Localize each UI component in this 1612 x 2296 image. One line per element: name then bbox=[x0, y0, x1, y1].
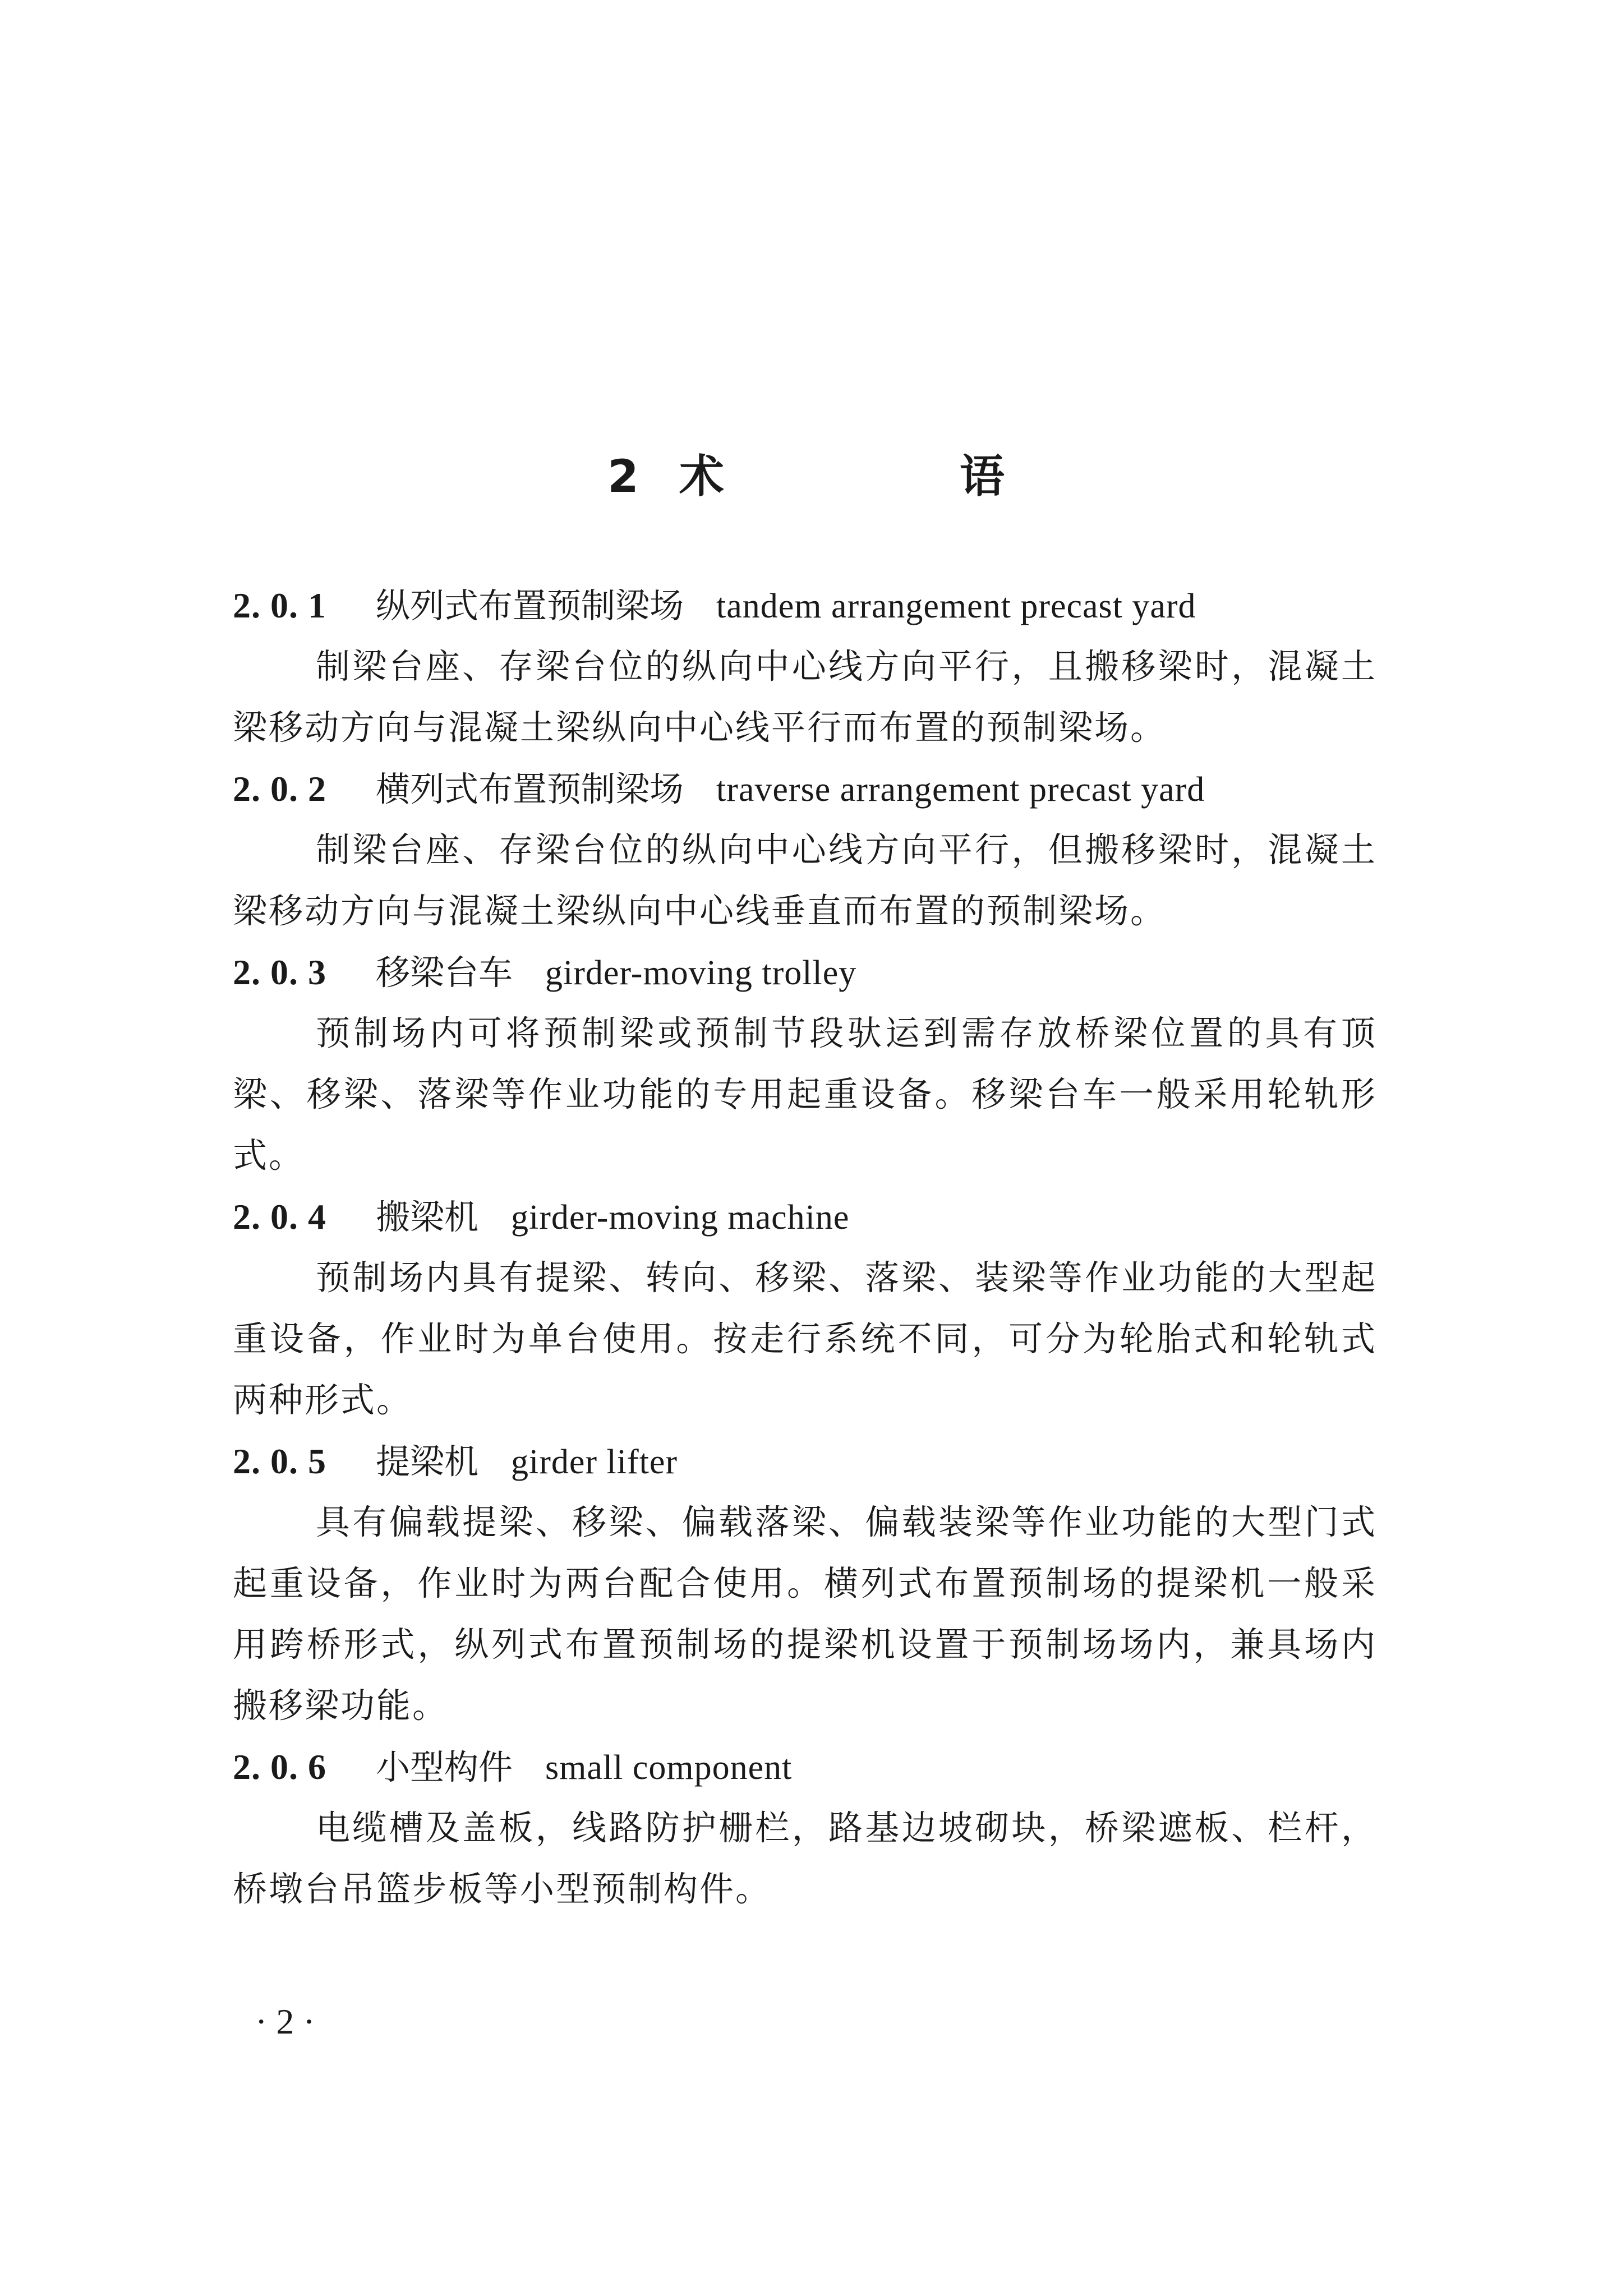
term-number: 2. 0. 5 bbox=[233, 1441, 326, 1481]
chapter-title-text: 术 语 bbox=[679, 450, 1100, 502]
term-number: 2. 0. 3 bbox=[233, 952, 326, 992]
term-definition: 制梁台座、存梁台位的纵向中心线方向平行，且搬移梁时，混凝土梁移动方向与混凝土梁纵向中心线平行而布置的预制梁场。 bbox=[233, 647, 1377, 748]
term-definition: 电缆槽及盖板，线路防护栅栏，路基边坡砌块，桥梁遮板、栏杆，桥墩台吊篮步板等小型预制构件。 bbox=[233, 1808, 1377, 1909]
term-chinese: 纵列式布置预制梁场 bbox=[376, 586, 684, 626]
term-english: traverse arrangement precast yard bbox=[716, 771, 1205, 809]
term-chinese: 提梁机 bbox=[376, 1442, 479, 1482]
page-number: · 2 · bbox=[255, 2002, 315, 2041]
terms-section bbox=[233, 575, 1377, 1920]
term-entry bbox=[233, 1736, 1377, 1920]
term-entry bbox=[233, 942, 1377, 1186]
term-english: girder lifter bbox=[511, 1443, 678, 1481]
term-entry bbox=[233, 758, 1377, 942]
term-number: 2. 0. 1 bbox=[233, 585, 326, 625]
term-english: small component bbox=[545, 1749, 793, 1787]
term-heading bbox=[233, 575, 1377, 636]
term-heading bbox=[233, 1431, 1377, 1492]
term-entry bbox=[233, 575, 1377, 758]
chapter-number: 2 bbox=[607, 450, 640, 502]
term-heading bbox=[233, 942, 1377, 1003]
term-definition: 制梁台座、存梁台位的纵向中心线方向平行，但搬移梁时，混凝土梁移动方向与混凝土梁纵向中心线垂直而布置的预制梁场。 bbox=[233, 830, 1377, 931]
chapter-title bbox=[0, 443, 1612, 510]
term-chinese: 横列式布置预制梁场 bbox=[376, 769, 684, 809]
term-heading bbox=[233, 1736, 1377, 1797]
term-entry bbox=[233, 1186, 1377, 1431]
term-definition: 预制场内具有提梁、转向、移梁、落梁、装梁等作业功能的大型起重设备，作业时为单台使用。按走行系统不同，可分为轮胎式和轮轨式两种形式。 bbox=[233, 1258, 1377, 1420]
term-number: 2. 0. 2 bbox=[233, 769, 326, 809]
term-english: tandem arrangement precast yard bbox=[716, 587, 1196, 625]
term-number: 2. 0. 4 bbox=[233, 1197, 326, 1237]
term-chinese: 搬梁机 bbox=[376, 1197, 479, 1237]
term-number: 2. 0. 6 bbox=[233, 1747, 326, 1787]
term-definition: 预制场内可将预制梁或预制节段驮运到需存放桥梁位置的具有顶梁、移梁、落梁等作业功能的专用起重设备。移梁台车一般采用轮轨形式。 bbox=[233, 1013, 1377, 1175]
term-chinese: 移梁台车 bbox=[376, 953, 513, 993]
term-definition: 具有偏载提梁、移梁、偏载落梁、偏载装梁等作业功能的大型门式起重设备，作业时为两台配合使用。横列式布置预制场的提梁机一般采用跨桥形式，纵列式布置预制场的提梁机设置于预制场场内，兼具场内搬移梁功能。 bbox=[233, 1502, 1377, 1726]
term-heading bbox=[233, 1186, 1377, 1247]
term-english: girder-moving trolley bbox=[545, 954, 857, 992]
term-heading bbox=[233, 758, 1377, 819]
term-entry bbox=[233, 1431, 1377, 1736]
term-english: girder-moving machine bbox=[511, 1198, 850, 1237]
term-chinese: 小型构件 bbox=[376, 1748, 513, 1787]
